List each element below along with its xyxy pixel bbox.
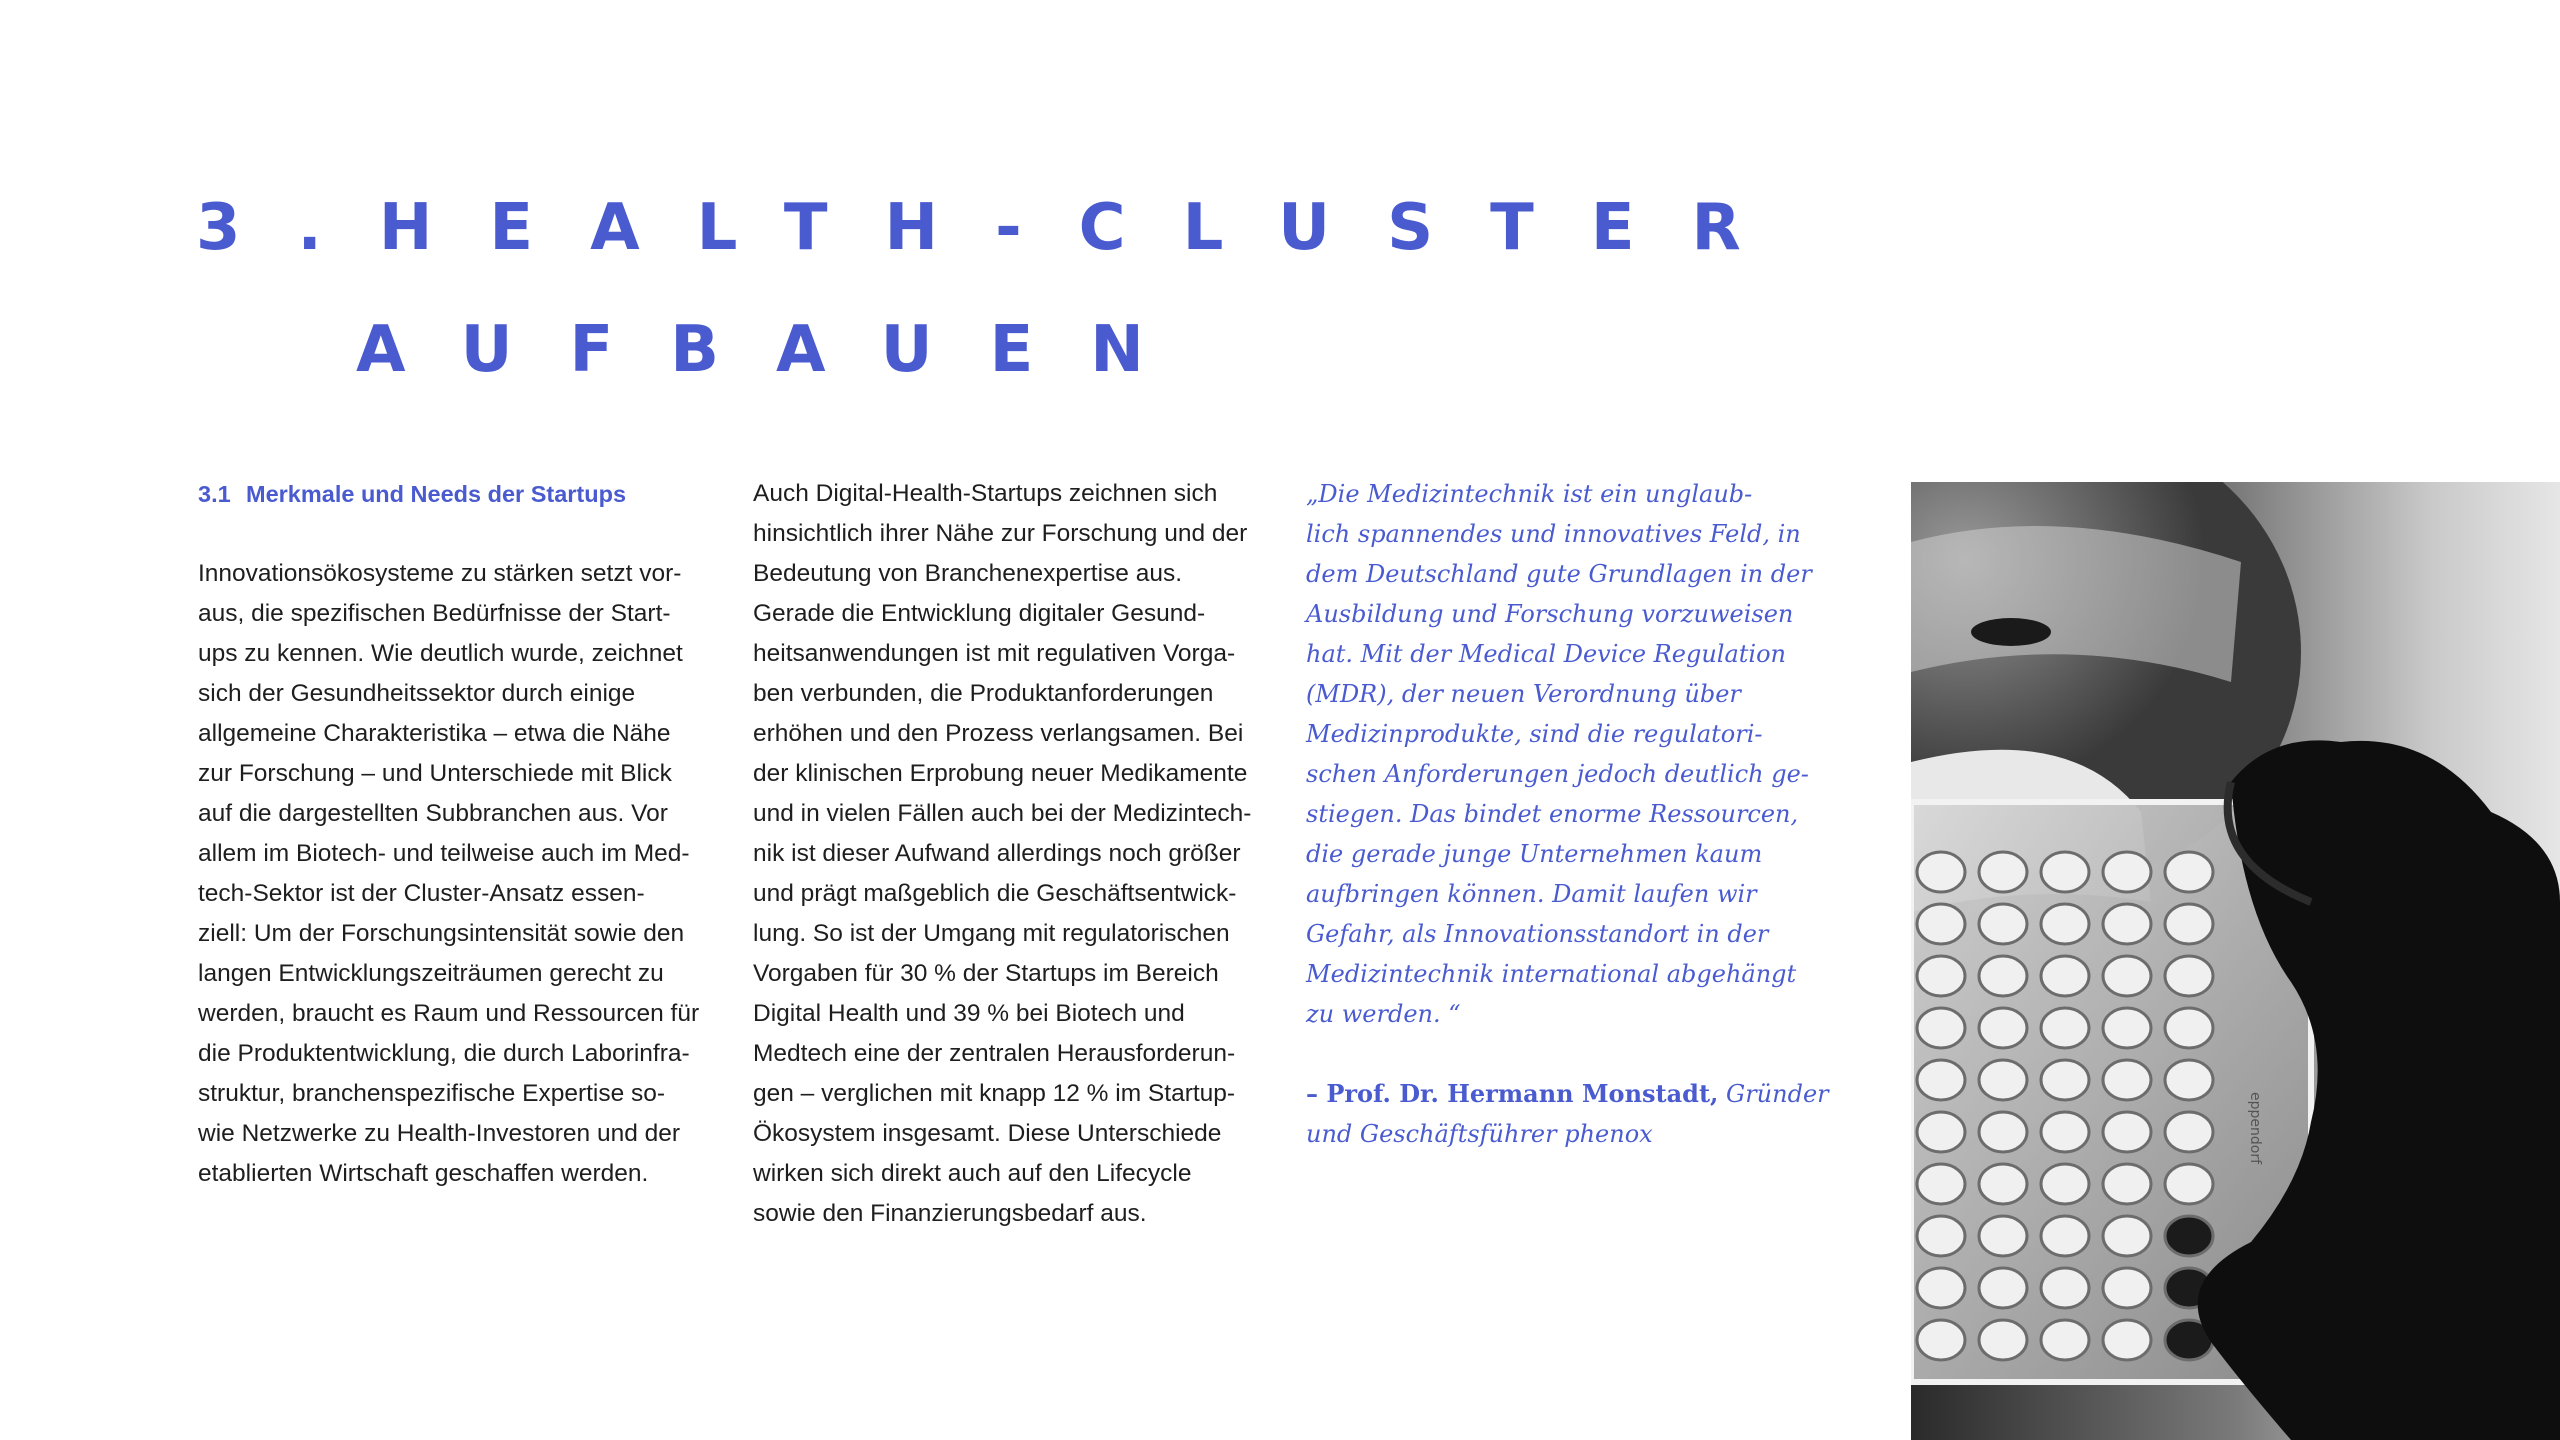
plate-well [1979,1320,2027,1360]
paragraph-line: ups zu kennen. Wie deutlich wurde, zeichnet [198,640,683,667]
plate-well [2041,1008,2089,1048]
plate-well [2103,1164,2151,1204]
plate-well [1979,1008,2027,1048]
plate-well [1917,1112,1965,1152]
quote-line: stiegen. Das bindet enorme Ressourcen, [1306,800,1799,828]
paragraph-line: etablierten Wirtschaft geschaffen werden. [198,1160,649,1187]
plate-well [2165,1060,2213,1100]
quote-line: (MDR), der neuen Verordnung über [1306,680,1741,708]
plate-well [2041,1164,2089,1204]
paragraph-line: zur Forschung – und Unterschiede mit Blick [198,760,672,787]
plate-well [1917,1164,1965,1204]
paragraph-line: Bedeutung von Branchenexpertise aus. [753,560,1183,587]
paragraph-line: werden, braucht es Raum und Ressourcen für [198,1000,700,1027]
plate-well [1917,1008,1965,1048]
plate-well [1979,852,2027,892]
page-title-line-1: 3.HEALTH-CLUSTER [196,191,1798,265]
quote-column [1306,474,1829,1154]
paragraph-line: und in vielen Fällen auch bei der Medizintech- [753,800,1252,827]
plate-well [2103,1112,2151,1152]
plate-well [2041,956,2089,996]
plate-well [1979,1112,2027,1152]
quote-role-part-2: und Geschäftsführer phenox [1306,1120,1653,1148]
column-1-body [198,554,718,1194]
plate-well [2165,1112,2213,1152]
paragraph-line: Digital Health und 39 % bei Biotech und [753,1000,1185,1027]
plate-well [2041,1216,2089,1256]
paragraph-line: struktur, branchenspezifische Expertise so- [198,1080,666,1107]
plate-well [1979,1216,2027,1256]
plate-well [1979,1268,2027,1308]
lab-photo [1911,482,2560,1440]
quote-author: – Prof. Dr. Hermann Monstadt, [1306,1079,1719,1108]
plate-well [2165,1216,2213,1256]
paragraph-line: Vorgaben für 30 % der Startups im Bereich [753,960,1219,987]
plate-well [2165,1008,2213,1048]
quote-role-part-1: Gründer [1718,1080,1829,1108]
plate-well [2103,852,2151,892]
quote-line: die gerade junge Unternehmen kaum [1306,840,1763,868]
plate-well [2103,1320,2151,1360]
text-column-2 [753,474,1273,1234]
plate-well [1917,956,1965,996]
plate-well [1917,1268,1965,1308]
paragraph-line: allgemeine Charakteristika – etwa die Nähe [198,720,671,747]
plate-well [2103,904,2151,944]
quote-line: „Die Medizintechnik ist ein unglaub- [1306,480,1753,508]
paragraph-line: Medtech eine der zentralen Herausforderun- [753,1040,1236,1067]
plate-well [2165,904,2213,944]
paragraph-line: allem im Biotech- und teilweise auch im Med- [198,840,690,867]
plate-well [2165,852,2213,892]
quote-line: Medizintechnik international abgehängt [1306,960,1797,988]
plate-brand-label: eppendorf [2247,1092,2263,1165]
plate-well [2041,1060,2089,1100]
section-heading [198,474,718,514]
plate-well [2041,852,2089,892]
plate-well [1917,1060,1965,1100]
paragraph-line: wie Netzwerke zu Health-Investoren und der [198,1120,681,1147]
plate-well [2165,956,2213,996]
quote-line: schen Anforderungen jedoch deutlich ge- [1306,760,1809,788]
plate-well [2103,1060,2151,1100]
paragraph-line: lung. So ist der Umgang mit regulatorischen [753,920,1230,947]
plate-well [2103,1268,2151,1308]
paragraph-line: sowie den Finanzierungsbedarf aus. [753,1200,1147,1227]
section-number: 3.1 [198,481,231,507]
plate-well [1917,852,1965,892]
quote-line: Medizinprodukte, sind die regulatori- [1306,720,1763,748]
plate-well [2103,1008,2151,1048]
paragraph-line: Innovationsökosysteme zu stärken setzt vor- [198,560,682,587]
paragraph-line: die Produktentwicklung, die durch Laborinfra- [198,1040,690,1067]
paragraph-line: erhöhen und den Prozess verlangsamen. Bei [753,720,1244,747]
paragraph-line: und prägt maßgeblich die Geschäftsentwick- [753,880,1237,907]
column-2-body [753,474,1273,1234]
plate-well [1979,956,2027,996]
quote-line: aufbringen können. Damit laufen wir [1306,880,1757,908]
paragraph-line: langen Entwicklungszeiträumen gerecht zu [198,960,664,987]
page-title-line-2: AUFBAUEN [356,313,1201,387]
paragraph-line: aus, die spezifischen Bedürfnisse der Start- [198,600,671,627]
paragraph-line: der klinischen Erprobung neuer Medikamente [753,760,1248,787]
paragraph-line: Auch Digital-Health-Startups zeichnen sich [753,480,1218,507]
quote-attribution [1306,1074,1829,1154]
plate-well [1917,904,1965,944]
paragraph-line: ziell: Um der Forschungsintensität sowie den [198,920,685,947]
plate-well [1917,1320,1965,1360]
plate-well [1979,1164,2027,1204]
plate-well [2041,1268,2089,1308]
plate-well [2041,904,2089,944]
plate-well [2041,1320,2089,1360]
paragraph-line: auf die dargestellten Subbranchen aus. Vor [198,800,668,827]
plate-well [1979,904,2027,944]
quote-line: Ausbildung und Forschung vorzuweisen [1306,600,1794,628]
quote-line: hat. Mit der Medical Device Regulation [1306,640,1786,668]
quote-line: lich spannendes und innovatives Feld, in [1306,520,1801,548]
plate-well [1979,1060,2027,1100]
paragraph-line: ben verbunden, die Produktanforderungen [753,680,1214,707]
plate-well [2103,1216,2151,1256]
text-column-1 [198,474,718,1194]
quote-line: zu werden. “ [1306,1000,1461,1028]
paragraph-line: Ökosystem insgesamt. Diese Unterschiede [753,1120,1222,1147]
section-title: Merkmale und Needs der Startups [246,481,627,507]
paragraph-line: heitsanwendungen ist mit regulativen Vorga- [753,640,1236,667]
paragraph-line: gen – verglichen mit knapp 12 % im Startup- [753,1080,1236,1107]
paragraph-line: sich der Gesundheitssektor durch einige [198,680,636,707]
plate-well [1917,1216,1965,1256]
paragraph-line: Gerade die Entwicklung digitaler Gesund- [753,600,1206,627]
quote-body [1306,474,1826,1034]
paragraph-line: hinsichtlich ihrer Nähe zur Forschung und der [753,520,1248,547]
plate-well [2165,1164,2213,1204]
paragraph-line: nik ist dieser Aufwand allerdings noch größer [753,840,1241,867]
plate-well [2041,1112,2089,1152]
quote-line: Gefahr, als Innovationsstandort in der [1306,920,1769,948]
paragraph-line: tech-Sektor ist der Cluster-Ansatz essen- [198,880,645,907]
paragraph-line: wirken sich direkt auch auf den Lifecycle [753,1160,1192,1187]
quote-line: dem Deutschland gute Grundlagen in der [1306,560,1812,588]
plate-well [2103,956,2151,996]
